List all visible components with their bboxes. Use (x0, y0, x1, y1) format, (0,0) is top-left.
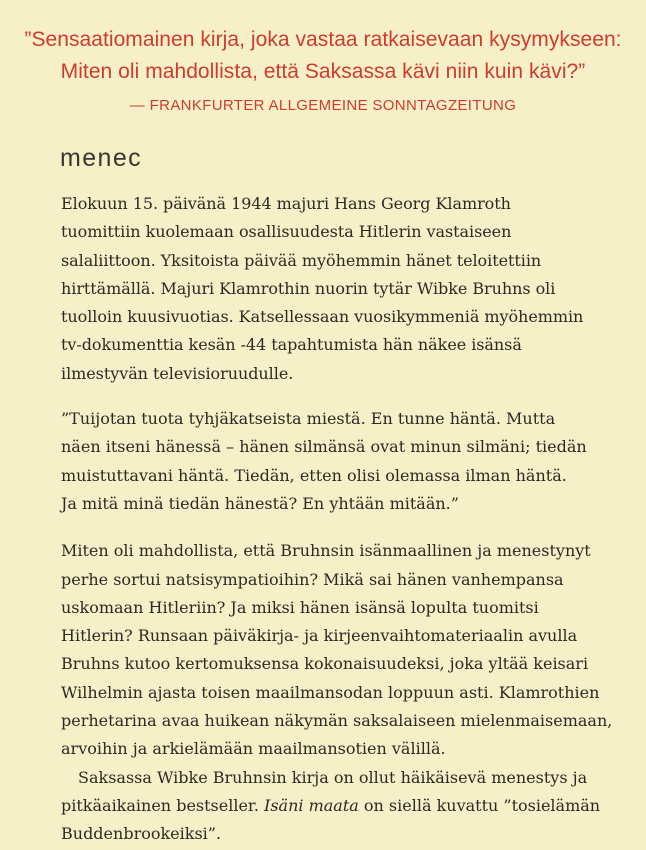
quote-line-1: ”Sensaatiomainen kirja, joka vastaa ratkaisevaan kysymykseen: (24, 28, 622, 51)
text-line: salaliittoon. Yksitoista päivää myöhemmin hänet teloitettiin (61, 250, 542, 270)
text-line: Hitlerin? Runsaan päiväkirja- ja kirjeenvaihtomateriaalin avulla (61, 626, 578, 646)
text-line: näen itseni hänessä – hänen silmänsä ovat minun silmäni; tiedän (61, 437, 587, 457)
text-segment: on siellä kuvattu ”tosielämän (358, 795, 601, 815)
text-line: uskomaan Hitleriin? Ja miksi hänen isänsä lopulta tuomitsi (61, 597, 539, 617)
text-line: Saksassa Wibke Bruhnsin kirja on ollut häikäisevä menestys ja (78, 767, 588, 787)
review-quote (0, 0, 646, 115)
quote-line-2: Miten oli mahdollista, että Saksassa kävi niin kuin kävi?” (60, 60, 586, 83)
paragraph-bestseller (61, 764, 631, 849)
paragraph-summary (61, 190, 631, 388)
book-title: Isäni maata (264, 795, 359, 815)
text-line: Buddenbrookeiksi”. (61, 824, 222, 844)
text-line: Ja mitä minä tiedän hänestä? En yhtään mitään.” (61, 493, 459, 513)
paragraph-questions (61, 537, 631, 763)
text-line: ”Tuijotan tuota tyhjäkatseista miestä. En tunne häntä. Mutta (61, 409, 556, 429)
text-line (61, 792, 631, 820)
quote-attribution: — FRANKFURTER ALLGEMEINE SONNTAGZEITUNG (129, 97, 517, 114)
text-line: perhetarina avaa huikean näkymän saksalaiseen mielenmaisemaan, (61, 711, 613, 731)
text-line: Miten oli mahdollista, että Bruhnsin isänmaallinen ja menestynyt (61, 541, 591, 561)
text-line: Elokuun 15. päivänä 1944 majuri Hans Georg Klamroth (61, 194, 511, 213)
text-line: muistuttavani häntä. Tiedän, etten olisi olemassa ilman häntä. (61, 465, 567, 485)
text-line: Wilhelmin ajasta toisen maailmansodan loppuun asti. Klamrothien (61, 682, 600, 702)
text-line: Bruhns kutoo kertomuksensa kokonaisuudeksi, joka yltää keisari (61, 654, 589, 674)
text-line: arvoihin ja arkielämään maailmansotien välillä. (61, 739, 446, 759)
publisher-name: menec (60, 144, 143, 172)
text-line: hirttämällä. Majuri Klamrothin nuorin tytär Wibke Bruhns oli (61, 278, 556, 298)
text-line: tuolloin kuusivuotias. Katsellessaan vuosikymmeniä myöhemmin (61, 307, 584, 327)
text-line: perhe sortui natsisympatioihin? Mikä sai hänen vanhempansa (61, 569, 564, 589)
book-description (61, 190, 631, 849)
text-line: tv-dokumenttia kesän -44 tapahtumista hän näkee isänsä (61, 335, 522, 355)
text-segment: pitkäaikainen bestseller. (61, 795, 264, 815)
paragraph-author-quote (61, 405, 631, 518)
text-line: tuomittiin kuolemaan osallisuudesta Hitlerin vastaiseen (61, 222, 512, 242)
text-line: ilmestyvän televisioruudulle. (61, 363, 294, 383)
